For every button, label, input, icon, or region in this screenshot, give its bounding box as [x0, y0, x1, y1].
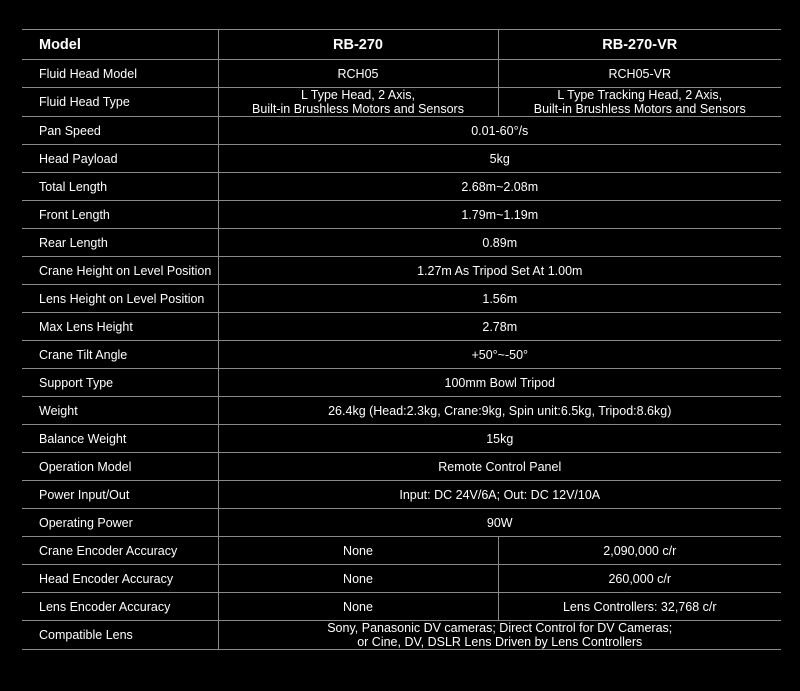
cell-line: Sony, Panasonic DV cameras; Direct Control for DV Cameras; — [327, 621, 673, 635]
table-row — [22, 201, 781, 229]
table-row — [22, 313, 781, 341]
cell-rb-270-vr — [498, 88, 781, 117]
cell-shared: 26.4kg (Head:2.3kg, Crane:9kg, Spin unit:6.5kg, Tripod:8.6kg) — [218, 397, 781, 425]
cell-rb-270: None — [218, 537, 498, 565]
cell-shared: 15kg — [218, 425, 781, 453]
cell-line: or Cine, DV, DSLR Lens Driven by Lens Controllers — [357, 635, 643, 649]
cell-rb-270-vr: 260,000 c/r — [498, 565, 781, 593]
cell-shared: 1.27m As Tripod Set At 1.00m — [218, 257, 781, 285]
cell-shared: 100mm Bowl Tripod — [218, 369, 781, 397]
table-row — [22, 593, 781, 621]
row-label: Total Length — [22, 173, 218, 201]
row-label: Pan Speed — [22, 117, 218, 145]
header-row — [22, 30, 781, 60]
row-label: Fluid Head Type — [22, 88, 218, 117]
table-row — [22, 88, 781, 117]
table-row — [22, 509, 781, 537]
table-row — [22, 285, 781, 313]
row-label: Operating Power — [22, 509, 218, 537]
row-label: Crane Height on Level Position — [22, 257, 218, 285]
row-label: Rear Length — [22, 229, 218, 257]
row-label: Head Payload — [22, 145, 218, 173]
row-label: Lens Encoder Accuracy — [22, 593, 218, 621]
cell-shared: +50°~-50° — [218, 341, 781, 369]
cell-shared: 1.79m~1.19m — [218, 201, 781, 229]
row-label: Fluid Head Model — [22, 60, 218, 88]
cell-shared: Input: DC 24V/6A; Out: DC 12V/10A — [218, 481, 781, 509]
table-row — [22, 257, 781, 285]
row-label: Weight — [22, 397, 218, 425]
table-row — [22, 537, 781, 565]
table-row — [22, 481, 781, 509]
cell-rb-270-vr: Lens Controllers: 32,768 c/r — [498, 593, 781, 621]
row-label: Crane Tilt Angle — [22, 341, 218, 369]
table-row — [22, 145, 781, 173]
row-label: Power Input/Out — [22, 481, 218, 509]
cell-line: Built-in Brushless Motors and Sensors — [252, 102, 464, 116]
table-row — [22, 397, 781, 425]
cell-shared: 2.78m — [218, 313, 781, 341]
cell-shared: 2.68m~2.08m — [218, 173, 781, 201]
row-label: Crane Encoder Accuracy — [22, 537, 218, 565]
cell-shared: 1.56m — [218, 285, 781, 313]
cell-line: L Type Head, 2 Axis, — [301, 88, 415, 102]
cell-rb-270: RCH05 — [218, 60, 498, 88]
row-label: Max Lens Height — [22, 313, 218, 341]
cell-rb-270-vr: RCH05-VR — [498, 60, 781, 88]
cell-shared: Remote Control Panel — [218, 453, 781, 481]
table-row — [22, 453, 781, 481]
row-label: Support Type — [22, 369, 218, 397]
table-row — [22, 229, 781, 257]
cell-shared: 0.01-60°/s — [218, 117, 781, 145]
table-row — [22, 369, 781, 397]
row-label: Operation Model — [22, 453, 218, 481]
table-row — [22, 621, 781, 650]
table-row — [22, 425, 781, 453]
cell-rb-270: None — [218, 565, 498, 593]
table-row — [22, 117, 781, 145]
cell-line: L Type Tracking Head, 2 Axis, — [557, 88, 723, 102]
table-row — [22, 341, 781, 369]
cell-line: Built-in Brushless Motors and Sensors — [533, 102, 746, 116]
row-label: Balance Weight — [22, 425, 218, 453]
header-model-label: Model — [22, 30, 218, 60]
cell-shared — [218, 621, 781, 650]
cell-shared: 90W — [218, 509, 781, 537]
row-label: Head Encoder Accuracy — [22, 565, 218, 593]
row-label: Compatible Lens — [22, 621, 218, 650]
header-rb-270-vr: RB-270-VR — [498, 30, 781, 60]
row-label: Lens Height on Level Position — [22, 285, 218, 313]
cell-rb-270-vr: 2,090,000 c/r — [498, 537, 781, 565]
table-row — [22, 173, 781, 201]
table-row — [22, 60, 781, 88]
cell-shared: 5kg — [218, 145, 781, 173]
header-rb-270: RB-270 — [218, 30, 498, 60]
cell-rb-270 — [218, 88, 498, 117]
table-row — [22, 565, 781, 593]
cell-rb-270: None — [218, 593, 498, 621]
cell-shared: 0.89m — [218, 229, 781, 257]
spec-table — [22, 29, 781, 650]
row-label: Front Length — [22, 201, 218, 229]
